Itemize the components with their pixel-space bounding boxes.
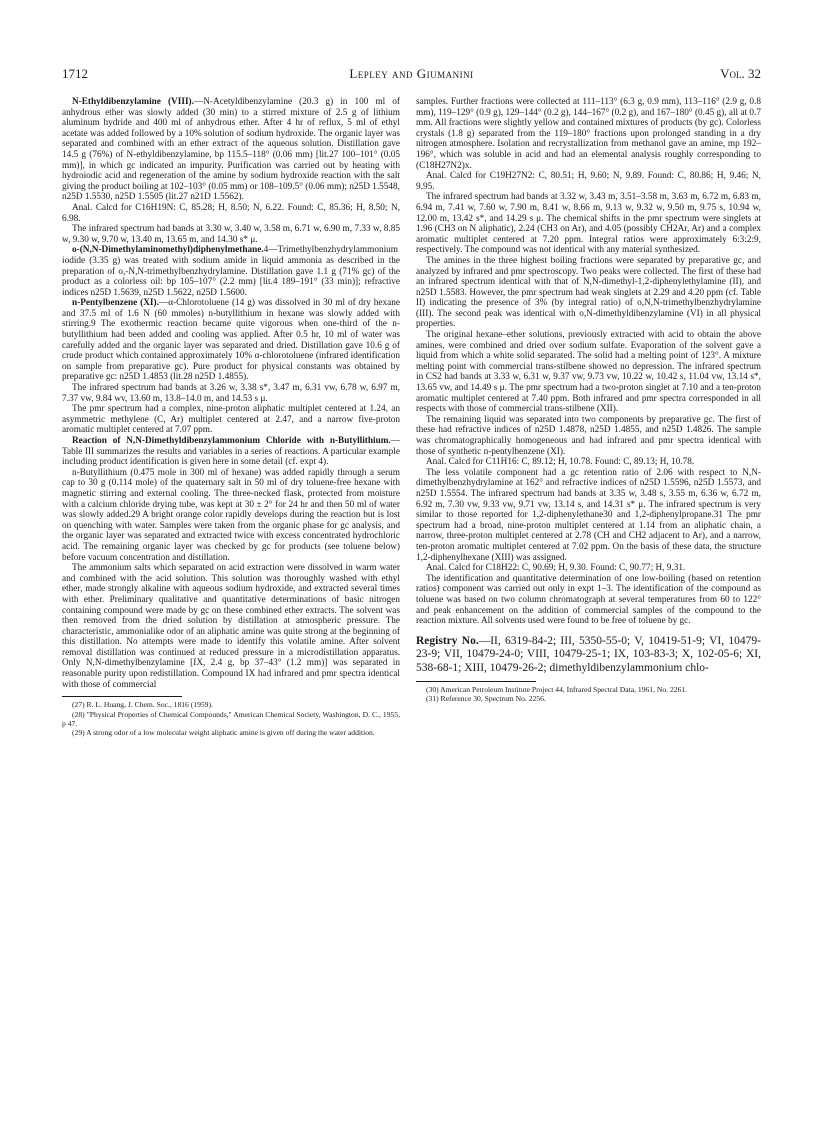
footnote: (29) A strong odor of a low molecular weight aliphatic amine is given off during the water addition. [72,728,375,738]
paragraph [62,298,400,383]
footnote: (31) Reference 30, Spectrum No. 2256. [426,694,546,704]
running-title: Lepley and Giumanini [349,66,474,81]
paragraph-text: Anal. Calcd for C11H16: C, 89.12; H, 10.78. Found: C, 89.13; H, 10.78. [426,457,695,468]
paragraph [62,563,400,690]
paragraph [416,330,761,415]
right-footnotes [416,685,761,704]
paragraph [62,468,400,563]
paragraph-text: —N-Acetyldibenzylamine (20.3 g) in 100 ml of anhydrous ether was slowly added (30 min) to a stirred mixture of 2.5 g of lithium aluminum hydride and 400 ml of anhydrous ether. After 4 hr of reflux, 5 ml of ethyl acetate was added followed by a 10% solution of sodium hydroxide. The organic layer was separated and combined with an ether extract of the aqueous solution. Distillation gave 14.5 g (76%) of N-ethyldibenzylamine, bp 115.5–118° (0.06 mm) [lit.27 100–101° (0.05 mm)], in which gc indicated an impurity. Purification was carried out by heating with hydroiodic acid and regeneration of the amine by sodium hydroxide reaction with the salt giving the product boiling at 102–103° (0.05 mm) or 108–109.5° (0.06 mm); n25D 1.5548, n25D 1.5530, n25D 1.5505 (lit.27 n21D 1.5562). [62,97,400,203]
paragraph-text: The infrared spectrum had bands at 3.32 w, 3.43 m, 3.51–3.58 m, 3.63 m, 6.72 m, 6.83 m, 6.94 m, 7.41 w, 7.60 w, 7.90 m, 8.41 w, 8.66 m, 9.13 w, 9.32 w, 9.50 m, 9.75 s, 10.94 w, 12.00 m, 13.42 s*, and 14.29 s μ. The chemical shifts in the pmr spectrum were singlets at 1.96 (CH3 on N aliphatic), 2.24 (CH3 on Ar), and 4.05 (possibly CH2Ar, Ar) and a complex aromatic multiplet centered at 7.20 ppm. Integral ratios were approximately 6:3:2:9, respectively. The compound was not identical with any material synthesized. [416,192,761,256]
paragraph [62,203,400,224]
volume-label: Vol. 32 [720,66,761,81]
paragraph-text: The infrared spectrum had bands at 3.30 w, 3.40 w, 3.58 m, 6.71 w, 6.90 m, 7.33 w, 8.85 w, 9.30 w, 9.70 w, 13.40 m, 13.65 m, and 14.30 s* μ. [62,224,400,245]
footnote: (27) R. L. Huang, J. Chem. Soc., 1816 (1959). [72,700,213,710]
paragraph [62,97,400,203]
paragraph-text: samples. Further fractions were collected at 111–113° (6.3 g, 0.9 mm), 113–116° (2.9 g, 0.8 mm), 119–129° (0.9 g), 129–144° (0.2 g), 144–167° (0.2 g), and 167–180° (0.45 g), all at 0.7 mm. All fractions were slightly yellow and contained mixtures of products (by gc). Colorless crystals (1.8 g) separated from the 119–180° fractions upon prolonged standing in a dry nitrogen atmosphere. Isolation and recrystallization from methanol gave an amine, mp 192–196°, which was soluble in acid and had an elemental analysis roughly corresponding to (C18H27N2)x. [416,97,761,171]
paragraph [416,574,761,627]
left-column-body [62,97,400,690]
paragraph [62,224,400,245]
paragraph [62,404,400,436]
paragraph [416,457,761,468]
paragraph [62,245,400,298]
left-column [62,97,400,737]
paragraph-text: Anal. Calcd for C16H19N: C, 85.28; H, 8.50; N, 6.22. Found: C, 85.36; H, 8.50; N, 6.98. [62,202,400,224]
paragraph-heading: o-(N,N-Dimethylaminomethyl)diphenylmethane. [72,245,264,256]
paragraph [416,256,761,330]
paragraph [62,383,400,404]
registry-numbers [416,635,761,675]
footnote-rule [416,681,536,682]
paragraph-text: The amines in the three highest boiling fractions were separated by preparative gc, and analyzed by infrared and pmr spectroscopy. Two peaks were collected. The first of these had an infrared spectrum identical with that of N,N-dimethyl-1,2-diphenylethylamine (II), and n25D 1.5583. However, the pmr spectrum had weak singlets at 2.29 and 4.20 ppm (cf. Table II) indicating the presence of 3% (by integral ratio) of o,N,N-trimethylbenzhydrylamine (III). The second peak was identical with o,N-dimethyldibenzylamine (VI) in all physical properties. [416,255,761,330]
paragraph-heading: N-Ethyldibenzylamine (VIII). [72,97,194,107]
running-header [62,66,761,82]
paragraph-text: Anal. Calcd for C19H27N2: C, 80.51; H, 9.60; N, 9.89. Found: C, 80.86; H, 9.46; N, 9.95. [416,171,761,192]
paragraph-heading: Reaction of N,N-Dimethyldibenzylammonium Chloride with n-Butyllithium. [72,436,391,446]
paragraph-text: —Table III summarizes the results and variables in a series of reactions. A particular example including product identification is given here in some detail (cf. expt 4). [62,436,400,468]
paragraph-heading: n-Pentylbenzene (XI). [72,298,159,309]
paragraph [62,436,400,468]
paragraph-text: The ammonium salts which separated on acid extraction were dissolved in warm water and combined with the acid solution. This solution was thoroughly washed with ethyl ether, made strongly alkaline with aqueous sodium hydroxide, and extracted several times with ether. Preliminary qualitative and quantitative determinations of basic nitrogen containing compound were made by gc on these combined ether extracts. The solvent was then removed from the dried solution by distillation at atmospheric pressure. The characteristic, ammonialike odor of an aliphatic amine was quite strong at the beginning of this distillation. No attempts were made to identify this volatile amine. After solvent removal distillation was continued at reduced pressure in a microdistillation apparatus. Only N,N-dimethylbenzylamine [IX, 2.4 g, bp 37–43° (1.2 mm)] was separated in reasonable purity upon redistillation. Compound IX had infrared and pmr spectra identical with those of commercial [62,563,400,690]
paragraph-text: 4—Trimethylbenzhydrylammonium iodide (3.35 g) was treated with sodium amide in liquid ammonia as described in the preparation of o,-N,N-trimethylbenzhydrylamine. Distillation gave 1.1 g (71% gc) of the product as a colorless oil: bp 105–107° (2.2 mm) [lit.4 189–191° (33 min)]; refractive indices n25D 1.5639, n25D 1.5622, n25D 1.5600. [62,245,400,298]
right-column [416,97,761,704]
paragraph-text: Anal. Calcd for C18H22: C, 90.69; H, 9.30. Found: C, 90.77; H, 9.31. [426,563,686,574]
paragraph-text: n-Butyllithium (0.475 mole in 300 ml of hexane) was added rapidly through a serum cap to 30 g (0.114 mole) of the quaternary salt in 50 ml of dry toluene-free hexane with magnetic stirring and external cooling. The three-necked flask, protected from moisture with a calcium chloride drying tube, was kept at 30 ± 2° for 24 hr and then 50 ml of water was slowly added.29 A bright orange color rapidly develops during the reaction but is lost on quenching with water. Samples were taken from the organic phase for gc analysis, and the organic layer was separated and extracted twice with excess concentrated hydrochloric acid. The remaining organic layer was checked by gc for products (see toluene below) before vacuum concentration and distillation. [62,467,400,563]
footnote: (28) "Physical Properties of Chemical Compounds," American Chemical Society, Washington, D. C., 1955, p 47. [62,709,400,728]
footnote-rule [62,696,182,697]
registry-text: —II, 6319-84-2; III, 5350-55-0; V, 10419-51-9; VI, 10479-23-9; VII, 10479-24-0; VIII, 10479-25-1; IX, 103-83-3; X, 102-05-6; XI, 538-68-1; XIII, 10479-26-2; dimethyldibenzylammonium chlo- [416,634,761,674]
paragraph [416,97,761,171]
page-number: 1712 [62,66,88,81]
paragraph-text: The infrared spectrum had bands at 3.26 w, 3.38 s*, 3.47 m, 6.31 vw, 6.78 w, 6.97 m, 7.37 vw, 9.84 wv, 13.60 m, 13.8–14.0 m, and 14.53 s μ. [62,383,400,404]
paragraph-text: The less volatile component had a gc retention ratio of 2.06 with respect to N,N-dimethylbenzhydrylamine at 162° and refractive indices of n25D 1.5596, n25D 1.5573, and n25D 1.5554. The infrared spectrum had bands at 3.35 w, 3.48 s, 3.55 m, 6.36 w, 6.72 m, 6.92 m, 7.30 vw, 9.33 vw, 9.71 vw, 13.14 s, and 14.31 s* μ. The infrared spectrum is very similar to those reported for 1,2-diphenylethane30 and 1,2-diphenylpropane.31 The pmr spectrum had a broad, nine-proton multiplet centered at 1.14 from an aliphatic chain, a narrow, three-proton multiplet centered at 2.78 (CH and CH2 adjacent to Ar), and a narrow, ten-proton aromatic multiplet centered at 7.02 ppm. On the basis of these data, the structure 1,2-diphenylhexane (XIII) was assigned. [416,467,761,563]
paragraph-text: The remaining liquid was separated into two components by preparative gc. The first of these had refractive indices of n25D 1.4878, n25D 1.4855, and n25D 1.4826. The sample was chromatographically homogeneous and had infrared and pmr spectra identical with those of synthetic n-pentylbenzene (XI). [416,414,761,457]
paragraph-text: The pmr spectrum had a complex, nine-proton aliphatic multiplet centered at 1.24, an asymmetric methylene (C, Ar) multiplet centered at 2.47, and a narrow five-proton aromatic multiplet centered at 7.07 ppm. [62,404,400,436]
paragraph-text: —α-Chlorotoluene (14 g) was dissolved in 30 ml of dry hexane and 37.5 ml of 1.6 N (60 mmoles) n-butyllithium in hexane was slowly added with stirring.9 The exothermic reaction became quite vigorous when one-third of the n-butyllithium had been added and cooling was applied. After 0.5 hr, 10 ml of water was carefully added and the organic layer was separated and dried. Distillation gave 10.6 g of crude product which contained approximately 10% α-chlorotoluene (infrared identification on sample from preparative gc). Pure product for physical constants was obtained by preparative gc: n25D 1.4853 (lit.28 n25D 1.4855). [62,298,401,383]
right-column-body [416,97,761,627]
paragraph [416,171,761,192]
paragraph [416,468,761,563]
footnote: (30) American Petroleum Institute Project 44, Infrared Spectral Data, 1961, No. 2261. [426,684,688,694]
paragraph-text: The identification and quantitative determination of one low-boiling (based on retention ratios) component was carried out only in expt 1–3. The identification of the compound as toluene was based on two column chromatograph at several temperatures from 60 to 122° and peak enhancement on the addition of commercial samples of the compound to the reaction mixture. All solvents used were found to be free of toluene by gc. [416,573,761,627]
paragraph [416,192,761,256]
paragraph-text: The original hexane–ether solutions, previously extracted with acid to obtain the above amines, were combined and dried over sodium sulfate. Evaporation of the solvent gave a liquid from which a white solid separated. The solid had a melting point of 123°. A mixture melting point with commercial trans-stilbene showed no depression. The infrared spectrum in CS2 had bands at 3.33 w, 6.31 w, 9.37 vw, 9.73 vw, 10.22 w, 10.42 s, 11.04 vw, 13.14 s*, 13.65 vw, and 14.49 s μ. The pmr spectrum had a two-proton singlet at 7.10 and a ten-proton aromatic multiplet centered at 7.40 ppm. Both infrared and pmr spectra corresponded in all respects with those of commercial trans-stilbene (XII). [416,330,761,415]
registry-title: Registry No. [416,634,479,647]
left-footnotes [62,700,400,737]
paragraph [416,415,761,457]
paragraph [416,563,761,574]
